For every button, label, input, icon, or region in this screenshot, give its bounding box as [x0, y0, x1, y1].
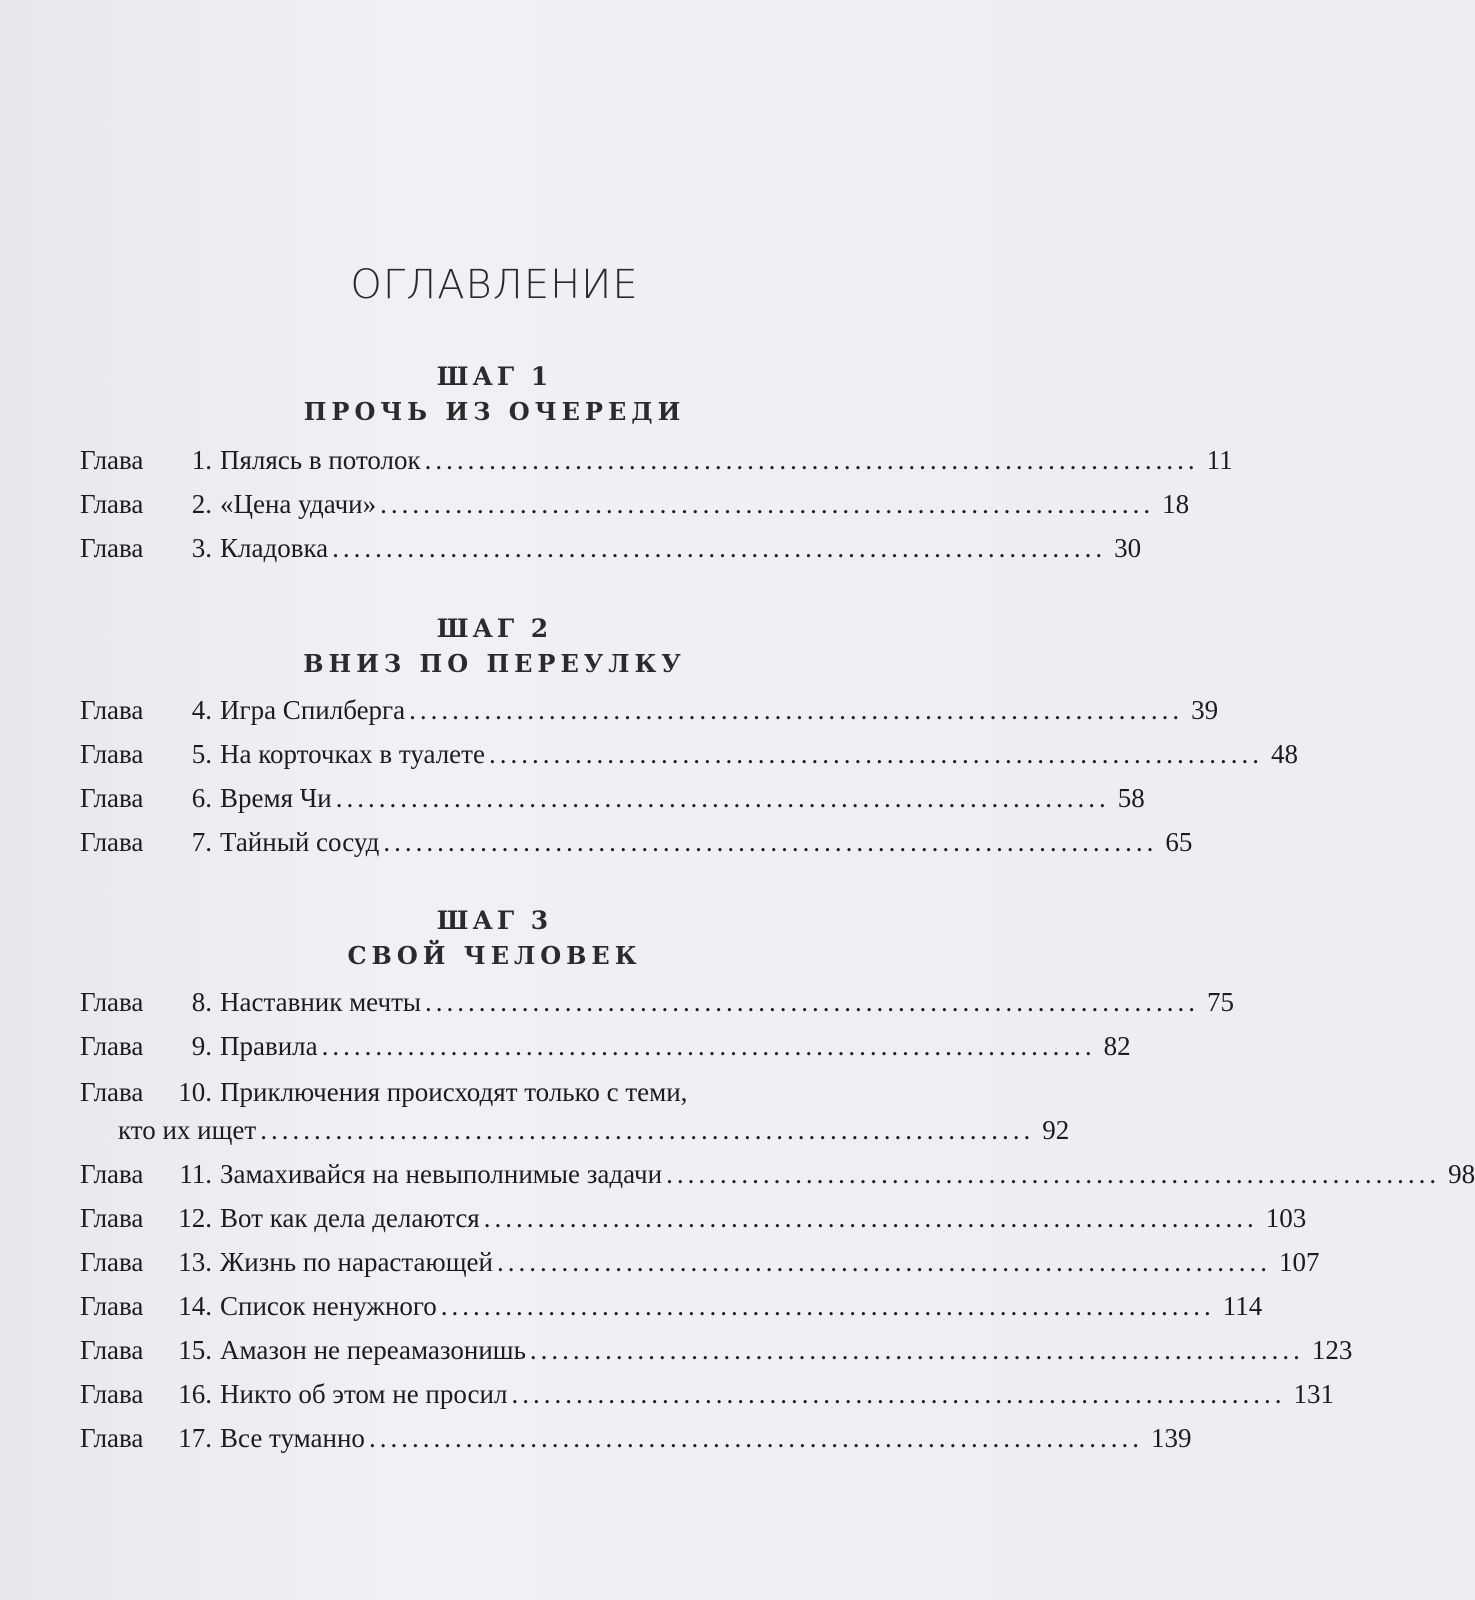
- chapter-label: Глава: [80, 445, 144, 475]
- toc-row-chapter-5[interactable]: [80, 734, 1298, 774]
- toc-row-chapter-9[interactable]: [80, 1026, 1131, 1066]
- chapter-page: 92: [1042, 1115, 1070, 1145]
- part-step: ШАГ 2: [436, 614, 553, 643]
- part-name: ПРОЧЬ ИЗ ОЧЕРЕДИ: [303, 397, 686, 426]
- chapter-number: 3.: [191, 533, 212, 563]
- leader-dots: ........................................................................: [440, 1291, 1215, 1321]
- chapter-label: Глава: [80, 827, 144, 857]
- leader-dots: ........................................................................: [368, 1423, 1143, 1453]
- chapter-title: Игра Спилберга: [220, 695, 406, 725]
- part-step: ШАГ 1: [436, 362, 553, 391]
- chapter-label: Глава: [80, 1203, 144, 1233]
- chapter-title: Пялясь в потолок: [220, 445, 421, 475]
- chapter-page: 123: [1311, 1335, 1353, 1365]
- chapter-page: 107: [1278, 1247, 1320, 1277]
- chapter-title: Время Чи: [220, 783, 332, 813]
- chapter-page: 11: [1206, 445, 1233, 475]
- leader-dots: ........................................................................: [383, 827, 1158, 857]
- chapter-label: Глава: [80, 1159, 144, 1189]
- chapter-number: 14.: [178, 1291, 212, 1321]
- chapter-page: 18: [1162, 489, 1190, 519]
- chapter-title: Кладовка: [220, 533, 329, 563]
- chapter-label: Глава: [80, 739, 144, 769]
- chapter-label: Глава: [80, 1379, 144, 1409]
- toc-title: ОГЛАВЛЕНИЕ: [350, 262, 639, 308]
- leader-dots: ........................................................................: [380, 489, 1155, 519]
- leader-dots: ........................................................................: [425, 987, 1200, 1017]
- chapter-page: 39: [1191, 695, 1219, 725]
- leader-dots: ........................................................................: [666, 1159, 1441, 1189]
- chapter-page: 131: [1293, 1379, 1334, 1409]
- leader-dots: ........................................................................: [483, 1203, 1258, 1233]
- chapter-page: 103: [1265, 1203, 1307, 1233]
- chapter-number: 5.: [191, 739, 212, 769]
- chapter-label: Глава: [80, 783, 144, 813]
- chapter-label: Глава: [80, 533, 144, 563]
- chapter-page: 82: [1103, 1031, 1131, 1061]
- leader-dots: ........................................................................: [332, 533, 1107, 563]
- chapter-label: Глава: [80, 1335, 144, 1365]
- chapter-page: 65: [1165, 827, 1193, 857]
- chapter-number: 8.: [191, 987, 212, 1017]
- leader-dots: ........................................................................: [424, 445, 1199, 475]
- chapter-number: 11.: [179, 1159, 212, 1189]
- chapter-title: Правила: [220, 1031, 318, 1061]
- chapter-title: «Цена удачи»: [220, 489, 377, 519]
- chapter-title: Жизнь по нарастающей: [220, 1247, 493, 1277]
- leader-dots: ........................................................................: [321, 1031, 1096, 1061]
- chapter-title: Амазон не переамазонишь: [220, 1335, 526, 1365]
- part-2-heading: [0, 612, 989, 682]
- toc-row-chapter-11[interactable]: [80, 1154, 1475, 1194]
- toc-row-chapter-3[interactable]: [80, 528, 1142, 568]
- toc-row-chapter-14[interactable]: [80, 1286, 1263, 1326]
- part-step: ШАГ 3: [436, 906, 553, 935]
- chapter-number: 6.: [191, 783, 212, 813]
- chapter-page: 48: [1270, 739, 1298, 769]
- toc-row-chapter-16[interactable]: [80, 1374, 1334, 1414]
- chapter-title: Наставник мечты: [220, 987, 422, 1017]
- chapter-number: 13.: [178, 1247, 212, 1277]
- part-3-heading: [0, 904, 989, 974]
- leader-dots: ........................................................................: [496, 1247, 1271, 1277]
- chapter-label: Глава: [80, 1291, 144, 1321]
- chapter-page: 98: [1448, 1159, 1475, 1189]
- chapter-number: 15.: [178, 1335, 212, 1365]
- chapter-title: Вот как дела делаются: [220, 1203, 480, 1233]
- chapter-label: Глава: [80, 1031, 144, 1061]
- chapter-title: Замахивайся на невыполнимые задачи: [220, 1159, 663, 1189]
- chapter-number: 10.: [178, 1077, 212, 1107]
- toc-row-chapter-6[interactable]: [80, 778, 1145, 818]
- toc-row-chapter-13[interactable]: [80, 1242, 1320, 1282]
- part-name: ВНИЗ ПО ПЕРЕУЛКУ: [303, 649, 686, 678]
- chapter-title: Тайный сосуд: [220, 827, 380, 857]
- chapter-label: Глава: [80, 1423, 144, 1453]
- leader-dots: ........................................................................: [511, 1379, 1286, 1409]
- chapter-number: 9.: [191, 1031, 212, 1061]
- chapter-label: Глава: [80, 1247, 144, 1277]
- chapter-title: Никто об этом не просил: [220, 1379, 508, 1409]
- leader-dots: ........................................................................: [335, 783, 1110, 813]
- chapter-label: Глава: [80, 695, 144, 725]
- leader-dots: ........................................................................: [529, 1335, 1304, 1365]
- leader-dots: ........................................................................: [488, 739, 1263, 769]
- part-name: СВОЙ ЧЕЛОВЕК: [347, 941, 642, 970]
- toc-row-chapter-1[interactable]: [80, 440, 1233, 480]
- leader-dots: ........................................................................: [409, 695, 1184, 725]
- toc-row-chapter-7[interactable]: [80, 822, 1193, 862]
- chapter-label: Глава: [80, 987, 144, 1017]
- toc-row-chapter-15[interactable]: [80, 1330, 1353, 1370]
- toc-row-chapter-10-continued[interactable]: [80, 1110, 1070, 1150]
- chapter-title: Список ненужного: [220, 1291, 437, 1321]
- chapter-number: 12.: [178, 1203, 212, 1233]
- toc-row-chapter-8[interactable]: [80, 982, 1235, 1022]
- toc-row-chapter-12[interactable]: [80, 1198, 1307, 1238]
- leader-dots: ........................................................................: [260, 1115, 1035, 1145]
- toc-row-chapter-4[interactable]: [80, 690, 1219, 730]
- chapter-page: 58: [1117, 783, 1145, 813]
- toc-row-chapter-2[interactable]: [80, 484, 1190, 524]
- chapter-page: 139: [1150, 1423, 1192, 1453]
- toc-row-chapter-17[interactable]: [80, 1418, 1192, 1458]
- chapter-title: Приключения происходят только с теми,: [220, 1077, 688, 1107]
- chapter-number: 4.: [191, 695, 212, 725]
- chapter-page: 75: [1207, 987, 1235, 1017]
- chapter-title: На корточках в туалете: [220, 739, 485, 769]
- toc-row-chapter-10[interactable]: [80, 1072, 868, 1112]
- part-1-heading: [0, 360, 989, 430]
- chapter-label: Глава: [80, 1077, 144, 1107]
- chapter-number: 2.: [191, 489, 212, 519]
- chapter-number: 16.: [178, 1379, 212, 1409]
- chapter-label: Глава: [80, 489, 144, 519]
- chapter-number: 7.: [191, 827, 212, 857]
- chapter-number: 17.: [178, 1423, 212, 1453]
- chapter-title: Все туманно: [220, 1423, 365, 1453]
- chapter-page: 114: [1222, 1291, 1263, 1321]
- chapter-page: 30: [1114, 533, 1142, 563]
- chapter-number: 1.: [191, 445, 212, 475]
- chapter-title-continued: кто их ищет: [118, 1115, 257, 1145]
